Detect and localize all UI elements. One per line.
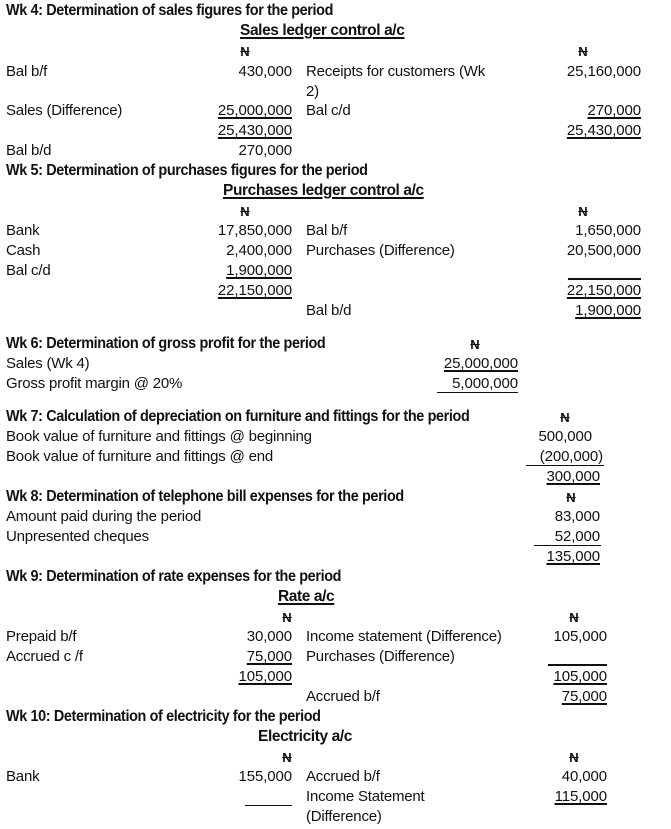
- wk5-credit-label: Purchases (Difference): [306, 242, 455, 259]
- wk8-rule: [534, 545, 601, 546]
- wk9-heading: Wk 9: Determination of rate expenses for the period: [6, 568, 342, 585]
- wk9-credit-total: 105,000: [553, 668, 607, 685]
- wk8-row-amount: 52,000: [554, 528, 600, 545]
- wk8-row-label: Unpresented cheques: [6, 528, 149, 545]
- wk5-debit-total: 22,150,000: [217, 282, 292, 299]
- wk4-debit-amount: 25,000,000: [217, 102, 292, 119]
- wk6-total-rule: [437, 392, 518, 393]
- wk5-account-title: Purchases ledger control a/c: [223, 182, 424, 199]
- wk5-carried-amount: 1,900,000: [575, 302, 641, 319]
- wk10-credit-label: Income Statement: [306, 788, 425, 805]
- wk5-carried-label: Bal b/d: [306, 302, 352, 319]
- wk9-credit-rule: [548, 664, 607, 666]
- wk5-debit-label: Bal c/d: [6, 262, 51, 279]
- wk4-carried-label: Bal b/d: [6, 142, 52, 159]
- wk7-row-amount: (200,000): [539, 448, 603, 465]
- naira-icon: N: [569, 750, 579, 765]
- wk6-row-amount: 5,000,000: [452, 375, 518, 392]
- wk4-debit-label: Bal b/f: [6, 63, 48, 80]
- naira-icon: N: [569, 610, 579, 625]
- wk10-account-title: Electricity a/c: [258, 728, 352, 745]
- wk8-row-amount: 83,000: [554, 508, 600, 525]
- wk6-row-amount: 25,000,000: [443, 355, 518, 372]
- naira-icon: N: [560, 410, 570, 425]
- wk9-credit-label: Income statement (Difference): [306, 628, 502, 645]
- wk9-credit-label: Purchases (Difference): [306, 648, 455, 665]
- naira-icon: N: [282, 610, 292, 625]
- wk4-credit-label: Bal c/d: [306, 102, 351, 119]
- wk5-heading: Wk 5: Determination of purchases figures for the period: [6, 162, 368, 179]
- wk9-carried-label: Accrued b/f: [306, 688, 380, 705]
- naira-icon: N: [470, 337, 480, 352]
- wk10-debit-amount: 155,000: [238, 768, 292, 785]
- wk5-credit-rule: [568, 278, 641, 280]
- wk7-row-label: Book value of furniture and fittings @ beginning: [6, 428, 312, 445]
- wk9-credit-amount: 105,000: [553, 628, 607, 645]
- naira-icon: N: [578, 44, 588, 59]
- wk9-debit-amount: 75,000: [246, 648, 292, 665]
- wk7-heading: Wk 7: Calculation of depreciation on furniture and fittings for the period: [6, 408, 470, 425]
- wk8-heading: Wk 8: Determination of telephone bill expenses for the period: [6, 488, 404, 505]
- wk5-credit-total: 22,150,000: [566, 282, 641, 299]
- wk4-debit-total: 25,430,000: [217, 122, 292, 139]
- wk5-credit-amount: 1,650,000: [575, 222, 641, 239]
- wk9-debit-amount: 30,000: [246, 628, 292, 645]
- naira-icon: N: [282, 750, 292, 765]
- wk10-debit-label: Bank: [6, 768, 40, 785]
- wk10-credit-label-cont: (Difference): [306, 808, 382, 825]
- wk5-debit-label: Bank: [6, 222, 40, 239]
- wk6-row-label: Sales (Wk 4): [6, 355, 90, 372]
- wk4-credit-label: Receipts for customers (Wk: [306, 63, 486, 80]
- wk8-row-label: Amount paid during the period: [6, 508, 202, 525]
- wk4-debit-label: Sales (Difference): [6, 102, 123, 119]
- wk5-debit-label: Cash: [6, 242, 41, 259]
- wk9-account-title: Rate a/c: [278, 588, 335, 605]
- wk9-debit-total: 105,000: [238, 668, 292, 685]
- naira-icon: N: [566, 490, 576, 505]
- wk10-credit-amount: 115,000: [554, 788, 607, 805]
- wk5-credit-label: Bal b/f: [306, 222, 348, 239]
- wk4-credit-amount: 25,160,000: [566, 63, 641, 80]
- naira-icon: N: [240, 204, 250, 219]
- naira-icon: N: [578, 204, 588, 219]
- wk9-debit-label: Prepaid b/f: [6, 628, 77, 645]
- wk7-row-amount: 500,000: [538, 428, 592, 445]
- wk6-row-label: Gross profit margin @ 20%: [6, 375, 183, 392]
- wk4-credit-label-cont: 2): [306, 83, 319, 100]
- wk6-heading: Wk 6: Determination of gross profit for the period: [6, 335, 326, 352]
- wk4-credit-total: 25,430,000: [566, 122, 641, 139]
- wk4-debit-amount: 430,000: [238, 63, 292, 80]
- wk10-heading: Wk 10: Determination of electricity for the period: [6, 708, 321, 725]
- wk9-carried-amount: 75,000: [561, 688, 607, 705]
- wk5-debit-amount: 1,900,000: [226, 262, 292, 279]
- wk5-debit-amount: 17,850,000: [217, 222, 292, 239]
- wk10-credit-amount: 40,000: [561, 768, 607, 785]
- wk5-credit-amount: 20,500,000: [566, 242, 641, 259]
- wk7-row-label: Book value of furniture and fittings @ end: [6, 448, 273, 465]
- wk5-debit-amount: 2,400,000: [226, 242, 292, 259]
- wk9-debit-label: Accrued c /f: [6, 648, 83, 665]
- wk7-rule: [526, 465, 604, 466]
- wk8-total: 135,000: [546, 548, 600, 565]
- naira-icon: N: [240, 44, 250, 59]
- wk4-account-title: Sales ledger control a/c: [240, 22, 405, 39]
- wk4-carried-amount: 270,000: [238, 142, 292, 159]
- wk10-debit-rule: [245, 805, 292, 806]
- wk10-credit-label: Accrued b/f: [306, 768, 380, 785]
- wk4-credit-amount: 270,000: [587, 102, 641, 119]
- wk7-total: 300,000: [546, 468, 600, 485]
- wk4-heading: Wk 4: Determination of sales figures for the period: [6, 2, 334, 19]
